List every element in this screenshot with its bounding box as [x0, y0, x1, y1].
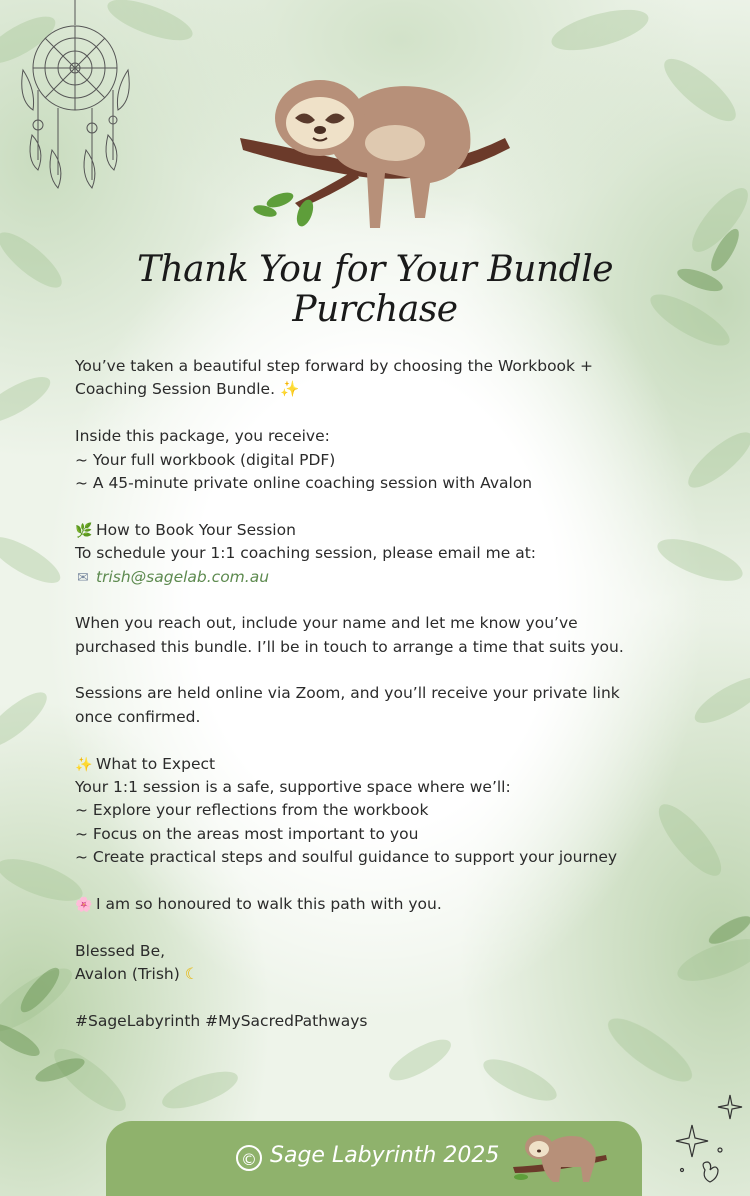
sparkle-icon: ✨	[75, 756, 93, 773]
book-heading-text: How to Book Your Session	[96, 520, 296, 539]
reach-line-1: When you reach out, include your name and let me know you’ve	[75, 614, 578, 633]
hashtags: #SageLabyrinth #MySacredPathways	[75, 1011, 368, 1030]
sessions-line-2: once confirmed.	[75, 707, 201, 726]
list-item: ~ Explore your reflections from the workbook	[75, 801, 429, 820]
package-heading: Inside this package, you receive:	[75, 427, 330, 446]
blossom-icon: 🌸	[75, 896, 93, 913]
signoff: Blessed Be,	[75, 941, 166, 960]
intro-line-2	[75, 378, 685, 401]
footer-text: Sage Labyrinth 2025	[270, 1143, 500, 1168]
signature: Avalon (Trish)	[75, 965, 180, 984]
honoured-line	[75, 893, 685, 916]
honoured-text: I am so honoured to walk this path with you.	[96, 894, 442, 913]
envelope-icon: ✉	[77, 569, 89, 586]
book-text: To schedule your 1:1 coaching session, please email me at:	[75, 544, 537, 563]
list-item: ~ Your full workbook (digital PDF)	[75, 450, 336, 469]
expect-text: Your 1:1 session is a safe, supportive space where we’ll:	[75, 778, 511, 797]
expect-heading	[75, 753, 685, 776]
crescent-moon-icon: ☾	[184, 965, 199, 984]
expect-heading-text: What to Expect	[96, 754, 216, 773]
email-link[interactable]: trish@sagelab.com.au	[96, 567, 270, 586]
message-body	[75, 355, 685, 1033]
intro-text: Coaching Session Bundle.	[75, 380, 276, 399]
intro-line-1: You’ve taken a beautiful step forward by choosing the Workbook +	[75, 357, 593, 375]
book-heading	[75, 519, 685, 542]
sparkle-icon: ✨	[279, 380, 300, 399]
title-line-1: Thank You for Your Bundle	[136, 249, 614, 290]
copyright-icon: ©	[236, 1145, 262, 1171]
signature-line	[75, 963, 685, 986]
email-line	[75, 566, 685, 589]
footer-copyright	[236, 1143, 499, 1171]
herb-icon: 🌿	[75, 522, 93, 539]
title-line-2: Purchase	[292, 289, 458, 330]
reach-line-2: purchased this bundle. I’ll be in touch to arrange a time that suits you.	[75, 637, 624, 656]
list-item: ~ A 45-minute private online coaching session with Avalon	[75, 473, 533, 492]
list-item: ~ Create practical steps and soulful guidance to support your journey	[75, 848, 618, 867]
page-title	[75, 250, 675, 330]
sparkle-decoration	[670, 1090, 750, 1196]
sloth-illustration	[235, 78, 520, 243]
dreamcatcher-illustration	[18, 0, 133, 190]
sloth-icon	[511, 1127, 611, 1187]
list-item: ~ Focus on the areas most important to you	[75, 824, 419, 843]
footer-banner	[106, 1121, 642, 1196]
sessions-line-1: Sessions are held online via Zoom, and you’ll receive your private link	[75, 684, 620, 703]
